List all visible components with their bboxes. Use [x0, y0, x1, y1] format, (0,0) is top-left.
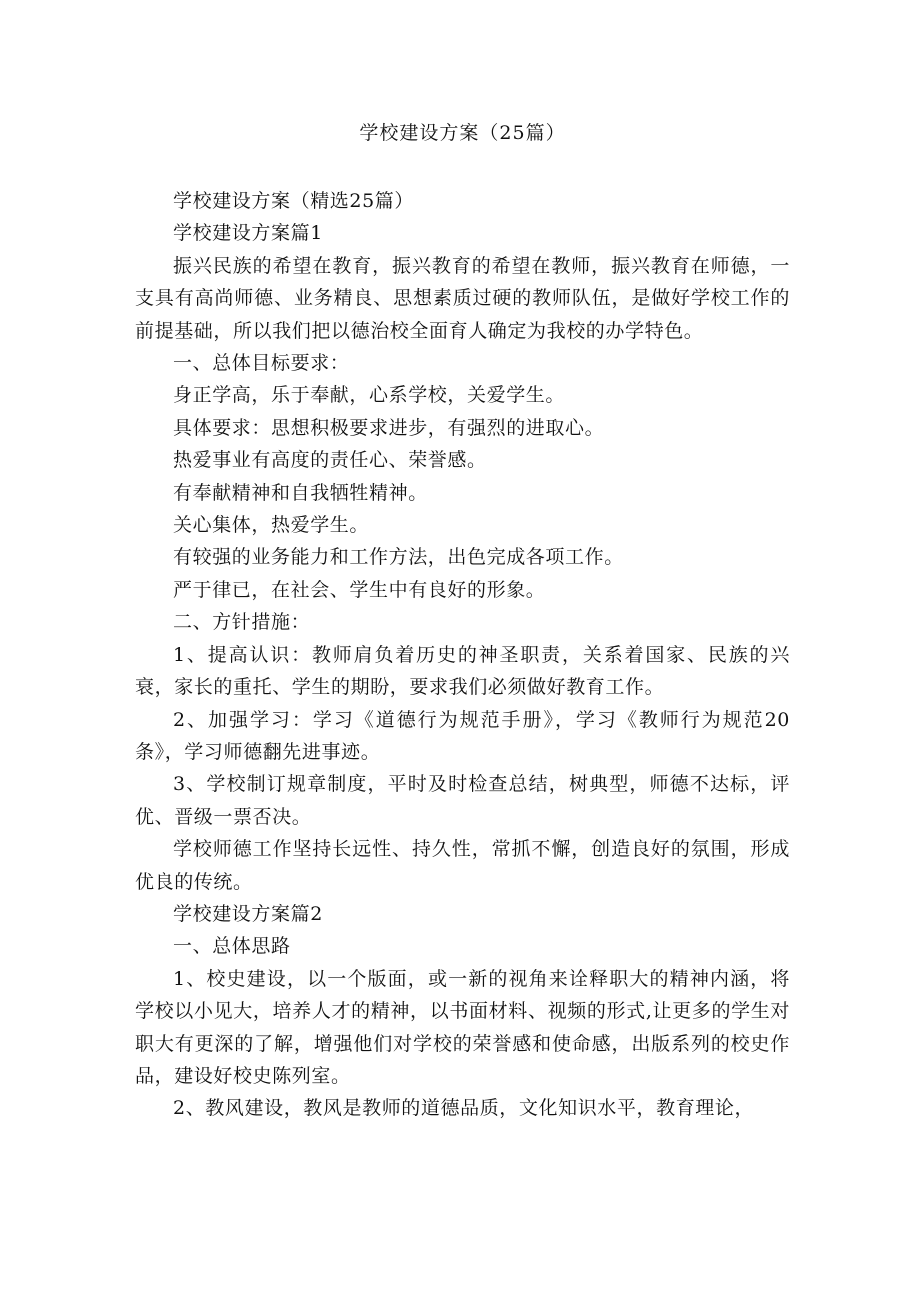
paragraph: 严于律已，在社会、学生中有良好的形象。 [173, 578, 546, 601]
paragraph: 具体要求：思想积极要求进步，有强烈的进取心。 [173, 416, 605, 439]
paragraph: 学校建设方案篇2 [173, 902, 323, 925]
paragraph: 2、加强学习：学习《道德行为规范手册》，学习《教师行为规范20条》，学习师德翻先进事迹。 [135, 708, 790, 763]
paragraph: 热爱事业有高度的责任心、荣誉感。 [173, 449, 487, 472]
paragraph: 关心集体，热爱学生。 [173, 514, 370, 537]
paragraph: 2、教风建设，教风是教师的道德品质，文化知识水平，教育理论， [173, 1097, 755, 1120]
paragraph: 一、总体思路 [173, 935, 291, 958]
paragraph: 振兴民族的希望在教育，振兴教育的希望在教师，振兴教育在师德，一支具有高尚师德、业务精良、思想素质过硬的教师队伍，是做好学校工作的前提基础，所以我们把以德治校全面育人确定为我校的办学特色。 [135, 254, 790, 342]
document-body [135, 185, 790, 1125]
paragraph: 有较强的业务能力和工作方法，出色完成各项工作。 [173, 546, 624, 569]
paragraph: 学校建设方案篇1 [173, 222, 323, 245]
document-title: 学校建设方案（25篇） [359, 122, 566, 144]
paragraph: 一、总体目标要求： [173, 352, 350, 375]
paragraph: 学校建设方案（精选25篇） [173, 190, 414, 212]
paragraph: 二、方针措施： [173, 611, 311, 634]
paragraph: 有奉献精神和自我牺牲精神。 [173, 481, 428, 504]
paragraph: 学校师德工作坚持长远性、持久性，常抓不懈，创造良好的氛围，形成优良的传统。 [135, 838, 790, 893]
paragraph: 3、学校制订规章制度，平时及时检查总结，树典型，师德不达标，评优、晋级一票否决。 [135, 773, 790, 828]
paragraph: 1、校史建设，以一个版面，或一新的视角来诠释职大的精神内涵，将学校以小见大，培养人才的精神，以书面材料、视频的形式,让更多的学生对职大有更深的了解，增强他们对学校的荣誉感和使命感，出版系列的校史作品，建设好校史陈列室。 [135, 967, 790, 1087]
paragraph: 1、提高认识：教师肩负着历史的神圣职责，关系着国家、民族的兴衰，家长的重托、学生的期盼，要求我们必须做好教育工作。 [135, 643, 790, 699]
paragraph: 身正学高，乐于奉献，心系学校，关爱学生。 [173, 384, 566, 407]
